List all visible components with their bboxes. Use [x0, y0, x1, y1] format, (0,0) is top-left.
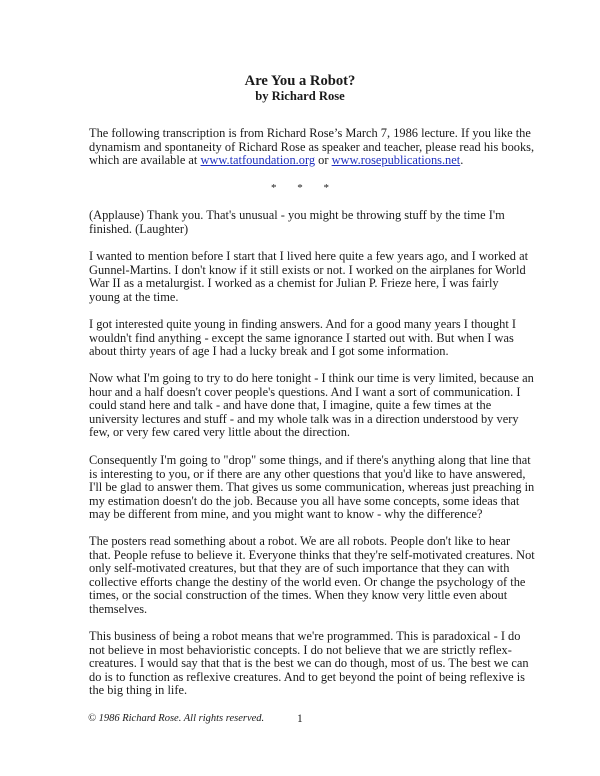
text-line: (Applause) Thank you. That's unusual - you might be throwing stuff by the time I'm [89, 208, 505, 222]
text-line: I wanted to mention before I start that I lived here quite a few years ago, and I worked at [89, 249, 529, 263]
paragraph-applause [89, 209, 559, 236]
text-line: finished. (Laughter) [89, 221, 189, 236]
text-line: I'll be glad to answer them. That gives us some communication, whereas just preaching in [89, 480, 535, 495]
paragraph-drop-things [89, 454, 559, 522]
intro-text: or [315, 153, 332, 168]
text-line: do is to function as reflexive creatures. And to get beyond the point of being reflexive is [89, 669, 525, 684]
tatfoundation-link[interactable]: www.tatfoundation.org [200, 153, 316, 168]
intro-text: . [460, 153, 464, 168]
document-byline: by Richard Rose [255, 89, 345, 103]
separator-star: * [323, 182, 329, 194]
page-number: 1 [297, 713, 303, 725]
separator-star: * [297, 182, 303, 194]
section-separator [0, 182, 600, 194]
text-line: times, or the social construction of the times. When they know very little even about [89, 588, 508, 603]
intro-text: which are available at [89, 153, 201, 168]
text-line: War II as a metalurgist. I worked as a chemist for Julian P. Frieze here, I was fairly [89, 276, 499, 291]
text-line: may be different from mine, and you might want to know - why the difference? [89, 507, 483, 522]
copyright-notice: © 1986 Richard Rose. All rights reserved. [88, 713, 265, 724]
text-line: university lectures and stuff - and my whole talk was in a direction understood by very [89, 411, 519, 426]
intro-paragraph [89, 127, 559, 168]
paragraph-communication [89, 372, 559, 440]
paragraph-programmed [89, 630, 559, 698]
text-line: hour and a half doesn't cover people's questions. And I want a sort of communication. I [89, 384, 521, 399]
text-line: wouldn't find anything - except the same ignorance I started out with. But when I was [89, 330, 514, 345]
text-line: themselves. [89, 601, 148, 616]
rosepublications-link[interactable]: www.rosepublications.net [331, 153, 461, 168]
intro-line-links [89, 154, 559, 168]
text-line: only self-motivated creatures, but that they are of such importance that they can with [89, 561, 510, 576]
text-line: This business of being a robot means that we're programmed. This is paradoxical - I do [89, 629, 521, 643]
text-line: my estimation doesn't do the job. Because you all have some concepts, some ideas that [89, 493, 520, 508]
text-line: about thirty years of age I had a lucky break and I got some information. [89, 344, 449, 359]
text-line: I got interested quite young in finding answers. And for a good many years I thought I [89, 317, 517, 331]
text-line: not believe in most behavioristic concepts. I do not believe that we are strictly reflex- [89, 642, 512, 657]
intro-line: dynamism and spontaneity of Richard Rose as speaker and teacher, please read his books, [89, 139, 535, 154]
paragraph-finding-answers [89, 318, 559, 359]
text-line: young at the time. [89, 289, 179, 304]
paragraph-robots [89, 535, 559, 617]
text-line: is interesting to you, or if there are any other questions that you'd like to have answered, [89, 466, 526, 481]
paragraph-gunnel-martins [89, 250, 559, 304]
intro-line: The following transcription is from Richard Rose’s March 7, 1986 lecture. If you like the [89, 126, 531, 140]
text-line: collective efforts change the destiny of the world even. Or change the psychology of the [89, 574, 526, 589]
text-line: creatures. I would say that that is the best we can do though, most of us. The best we can [89, 656, 529, 671]
text-line: The posters read something about a robot. We are all robots. People don't like to hear [89, 534, 511, 548]
separator-star: * [271, 182, 277, 194]
text-line: Gunnel-Martins. I don't know if it still exists or not. I worked on the airplanes for World [89, 262, 526, 277]
text-line: few, or very few cared very little about the direction. [89, 425, 351, 440]
text-line: the big thing in life. [89, 683, 188, 698]
text-line: Consequently I'm going to "drop" some things, and if there's anything along that line that [89, 453, 531, 467]
document-title: Are You a Robot? [244, 73, 356, 89]
text-line: that. People refuse to believe it. Everyone thinks that they're self-motivated creatures. Not [89, 547, 535, 562]
text-line: could stand here and talk - and have done that, I imagine, quite a few times at the [89, 398, 492, 413]
text-line: Now what I'm going to try to do here tonight - I think our time is very limited, because an [89, 371, 534, 385]
